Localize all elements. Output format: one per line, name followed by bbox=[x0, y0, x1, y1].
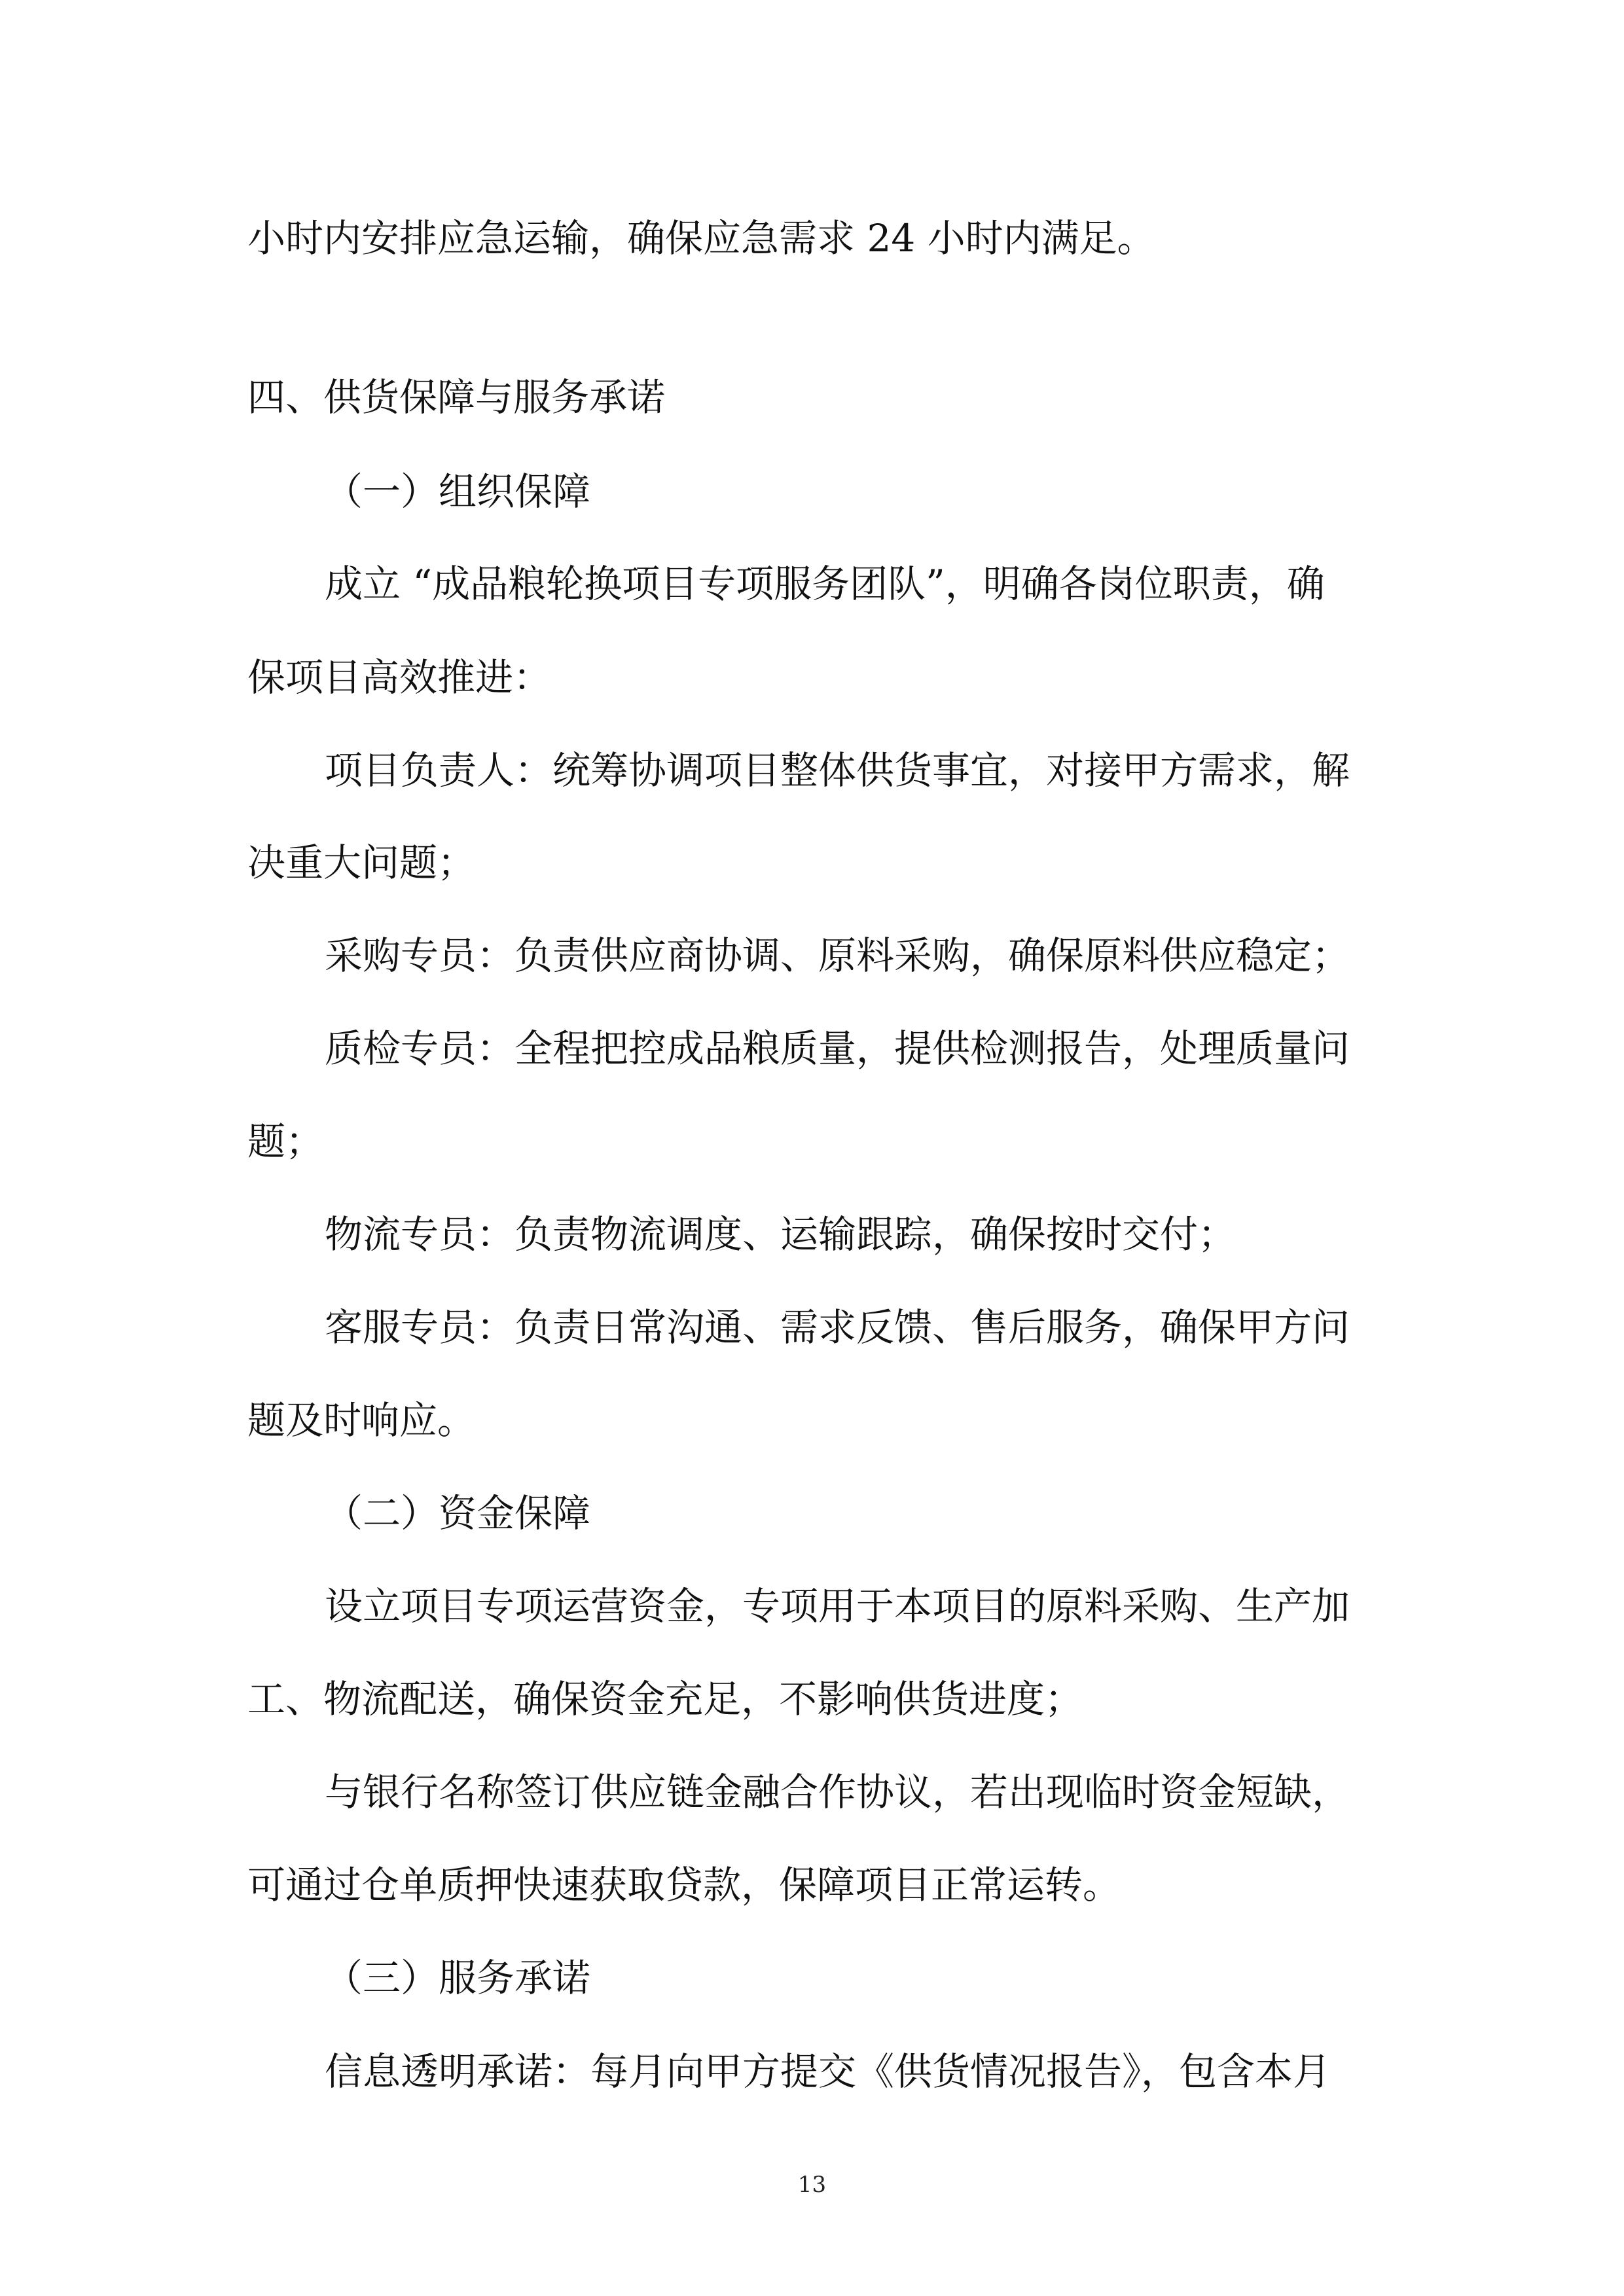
subsection-title-org: （一）组织保障 bbox=[325, 469, 591, 514]
funds-p2-line1: 与银行名称签订供应链金融合作协议，若出现临时资金短缺， bbox=[325, 1770, 1350, 1814]
section-title: 四、供货保障与服务承诺 bbox=[247, 375, 666, 420]
funds-p1-line1: 设立项目专项运营资金，专项用于本项目的原料采购、生产加 bbox=[325, 1584, 1350, 1628]
org-intro-line2: 保项目高效推进： bbox=[247, 655, 552, 700]
continuation-text: 小时内安排应急运输，确保应急需求 24 小时内满足。 bbox=[247, 216, 1155, 260]
role-leader-line2: 决重大问题； bbox=[247, 840, 476, 885]
role-qc-line2: 题； bbox=[247, 1119, 324, 1164]
subsection-title-service: （三）服务承诺 bbox=[325, 1956, 591, 2000]
role-logistics: 物流专员：负责物流调度、运输跟踪，确保按时交付； bbox=[325, 1212, 1236, 1257]
page-number: 13 bbox=[797, 2172, 827, 2198]
funds-p1-line2: 工、物流配送，确保资金充足，不影响供货进度； bbox=[247, 1677, 1083, 1721]
role-service-line1: 客服专员：负责日常沟通、需求反馈、售后服务，确保甲方问 bbox=[325, 1305, 1350, 1350]
role-service-line2: 题及时响应。 bbox=[247, 1398, 476, 1443]
subsection-title-funds: （二）资金保障 bbox=[325, 1491, 591, 1535]
service-p1-line1: 信息透明承诺：每月向甲方提交《供货情况报告》，包含本月 bbox=[325, 2049, 1331, 2094]
role-leader-line1: 项目负责人：统筹协调项目整体供货事宜，对接甲方需求，解 bbox=[325, 748, 1350, 793]
funds-p2-line2: 可通过仓单质押快速获取贷款，保障项目正常运转。 bbox=[247, 1863, 1121, 1907]
org-intro-line1: 成立 “成品粮轮换项目专项服务团队”，明确各岗位职责，确 bbox=[325, 562, 1325, 606]
role-qc-line1: 质检专员：全程把控成品粮质量，提供检测报告，处理质量问 bbox=[325, 1026, 1350, 1071]
role-purchase: 采购专员：负责供应商协调、原料采购，确保原料供应稳定； bbox=[325, 933, 1350, 978]
